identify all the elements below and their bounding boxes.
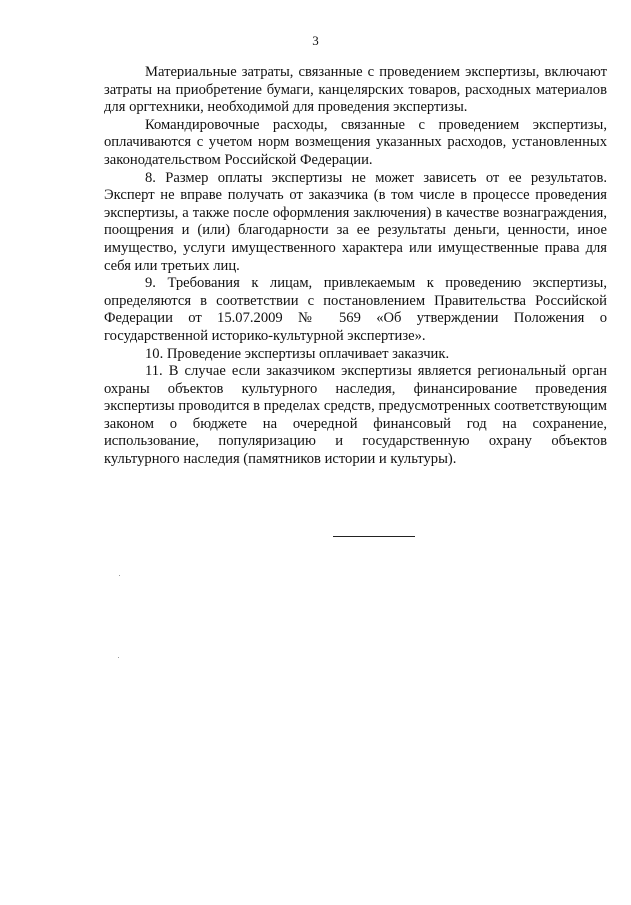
scan-speck	[118, 657, 119, 658]
paragraph-11-funding: 11. В случае если заказчиком экспертизы является региональный орган охраны объектов культурного наследия, финансирование проведения экспертизы проводится в пределах средств, предусмотренных соответствующим законом о бюджете на очередной финансовый год на сохранение, использование, популяризацию и государственную охрану объектов культурного наследия (памятников истории и культуры).	[104, 363, 607, 468]
scan-speck	[119, 575, 120, 576]
paragraph-material-costs: Материальные затраты, связанные с проведением экспертизы, включают затраты на приобретение бумаги, канцелярских товаров, расходных материалов для оргтехники, необходимой для проведения экспертизы.	[104, 64, 607, 116]
end-separator-line	[333, 536, 415, 537]
paragraph-8-payment: 8. Размер оплаты экспертизы не может зависеть от ее результатов. Эксперт не вправе получать от заказчика (в том числе в процессе проведения экспертизы, а также после оформления заключения) в качестве вознаграждения, поощрения и (или) благодарности за ее результаты деньги, ценности, иное имущество, услуги имущественного характера или имущественные права для себя или третьих лиц.	[104, 169, 607, 274]
paragraph-10-payer: 10. Проведение экспертизы оплачивает заказчик.	[145, 345, 450, 362]
paragraph-travel-expenses: Командировочные расходы, связанные с проведением экспертизы, оплачиваются с учетом норм возмещения указанных расходов, установленных законодательством Российской Федерации.	[104, 116, 607, 168]
page-number: 3	[312, 33, 319, 48]
document-body	[104, 64, 607, 469]
paragraph-9-requirements: 9. Требования к лицам, привлекаемым к проведению экспертизы, определяются в соответствии с постановлением Правительства Российской Федерации от 15.07.2009 № 569 «Об утверждении Положения о государственной историко-культурной экспертизе».	[104, 275, 607, 344]
